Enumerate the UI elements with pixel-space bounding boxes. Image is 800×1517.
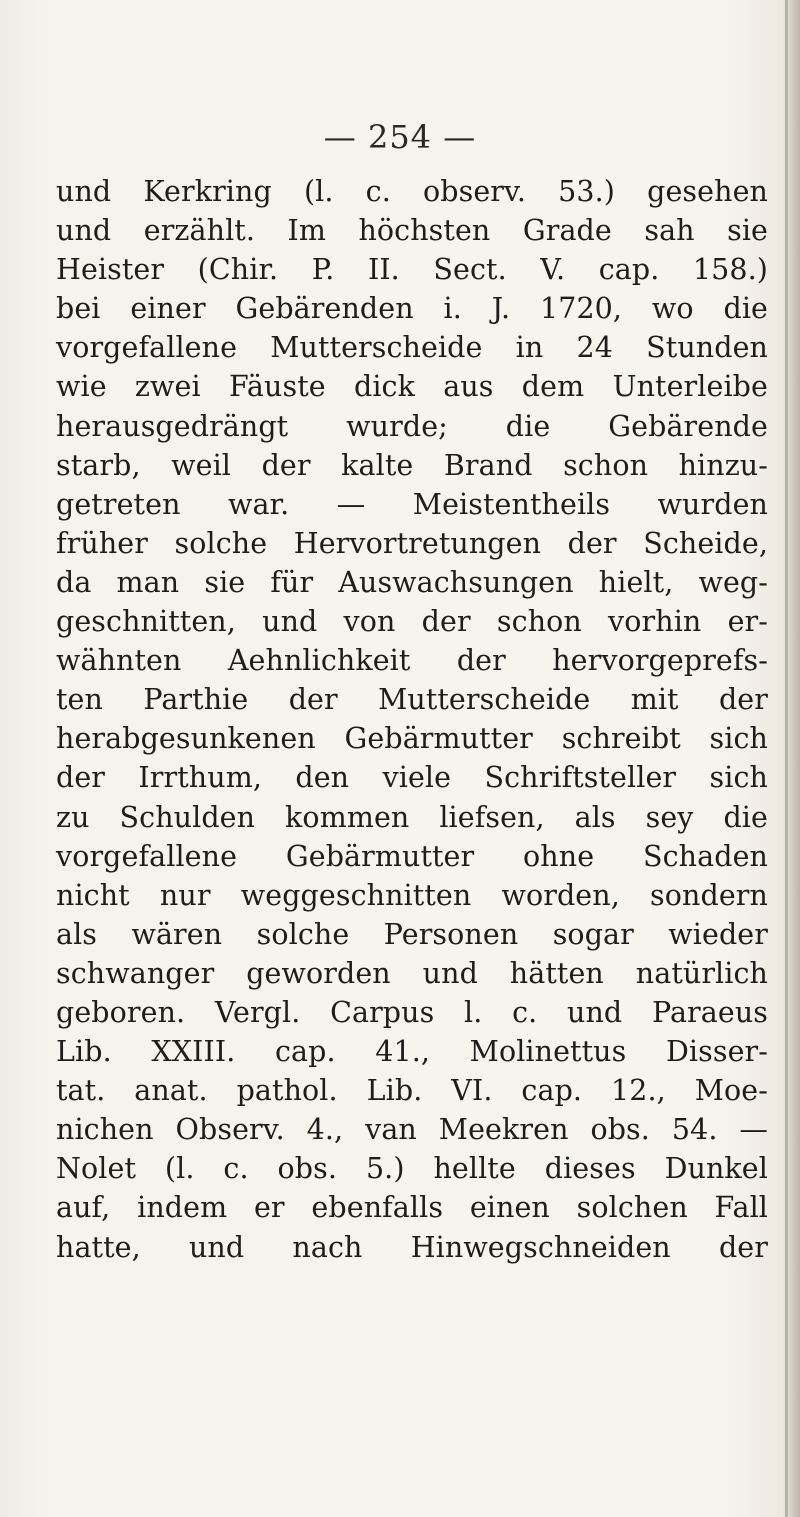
text-line: bei einer Gebärenden i. J. 1720, wo die [56,292,768,326]
text-line: vorgefallene Mutterscheide in 24 Stunden [56,331,768,365]
text-line: starb, weil der kalte Brand schon hinzu- [56,448,768,482]
text-line: der Irrthum, den viele Schriftsteller sich [56,761,768,795]
text-line: schwanger geworden und hätten natürlich [56,956,768,990]
text-line: nicht nur weggeschnitten worden, sondern [56,878,768,912]
text-line: wie zwei Fäuste dick aus dem Unterleibe [56,370,768,404]
text-line: getreten war. — Meistentheils wurden [56,487,768,521]
text-line: Heister (Chir. P. II. Sect. V. cap. 158.) [56,253,768,287]
text-line: Nolet (l. c. obs. 5.) hellte dieses Dunkel [56,1152,768,1186]
text-line: nichen Observ. 4., van Meekren obs. 54. — [56,1113,768,1147]
text-line: auf, indem er ebenfalls einen solchen Fall [56,1191,768,1225]
text-line: herausgedrängt wurde; die Gebärende [56,409,768,443]
text-line: tat. anat. pathol. Lib. VI. cap. 12., Moe- [56,1074,768,1108]
text-line: hatte, und nach Hinwegschneiden der [56,1230,768,1264]
page-edge-line [785,0,788,1517]
text-line: herabgesunkenen Gebärmutter schreibt sich [56,722,768,756]
text-line: und Kerkring (l. c. observ. 53.) gesehen [56,175,768,208]
text-line: ten Parthie der Mutterscheide mit der [56,683,768,717]
body-text [56,172,768,1267]
text-line: Lib. XXIII. cap. 41., Molinettus Disser- [56,1035,768,1069]
text-line: geboren. Vergl. Carpus l. c. und Paraeus [56,995,768,1029]
text-line: und erzählt. Im höchsten Grade sah sie [56,214,768,248]
text-line: zu Schulden kommen liefsen, als sey die [56,800,768,834]
text-line: geschnitten, und von der schon vorhin er- [56,605,768,639]
text-line: vorgefallene Gebärmutter ohne Schaden [56,839,768,873]
text-line: früher solche Hervortretungen der Scheide, [56,526,768,560]
page-number-header: — 254 — [323,118,477,156]
text-line: da man sie für Auswachsungen hielt, weg- [56,565,768,599]
text-line: als wären solche Personen sogar wieder [56,917,768,951]
text-line: wähnten Aehnlichkeit der hervorgeprefs- [56,644,768,678]
